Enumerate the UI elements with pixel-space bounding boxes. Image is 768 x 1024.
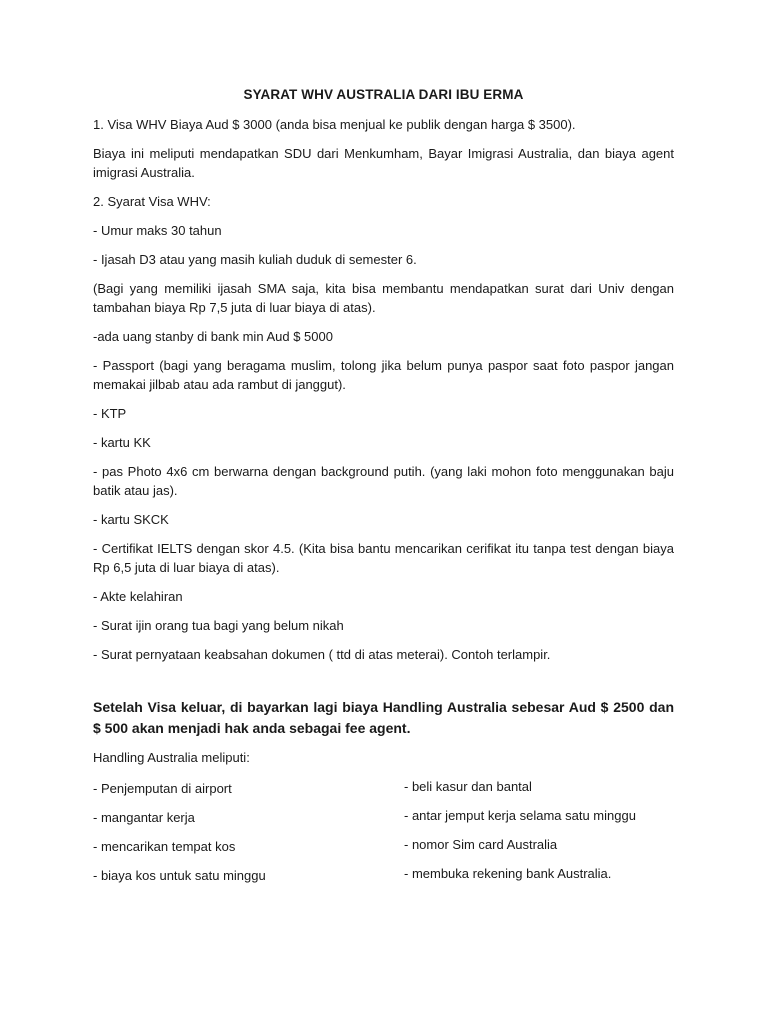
requirement-validity-statement: - Surat pernyataan keabsahan dokumen ( ttd di atas meterai). Contoh terlampir. bbox=[93, 647, 551, 662]
requirement-photo: - pas Photo 4x6 cm berwarna dengan background putih. (yang laki mohon foto menggunakan baju batik atau jas). bbox=[93, 464, 674, 498]
handling-item: - mangantar kerja bbox=[93, 810, 195, 825]
requirement-skck: - kartu SKCK bbox=[93, 512, 169, 527]
requirements-heading: 2. Syarat Visa WHV: bbox=[93, 194, 211, 209]
document-title: SYARAT WHV AUSTRALIA DARI IBU ERMA bbox=[243, 87, 524, 102]
requirement-ktp: - KTP bbox=[93, 406, 127, 421]
fee-notice: Setelah Visa keluar, di bayarkan lagi biaya Handling Australia sebesar Aud $ 2500 dan $ 500 akan menjadi hak anda sebagai fee agent. bbox=[93, 699, 674, 736]
handling-item: - nomor Sim card Australia bbox=[404, 837, 558, 852]
handling-item: - beli kasur dan bantal bbox=[404, 779, 532, 794]
handling-intro: Handling Australia meliputi: bbox=[93, 750, 250, 765]
handling-list bbox=[93, 777, 674, 897]
requirement-bank-funds: -ada uang stanby di bank min Aud $ 5000 bbox=[93, 329, 333, 344]
requirement-parental-permission: - Surat ijin orang tua bagi yang belum nikah bbox=[93, 618, 344, 633]
requirement-ielts: - Certifikat IELTS dengan skor 4.5. (Kita bisa bantu mencarikan cerifikat itu tanpa test dengan biaya Rp 6,5 juta di luar biaya di atas). bbox=[93, 541, 674, 575]
visa-cost-paragraph: 1. Visa WHV Biaya Aud $ 3000 (anda bisa menjual ke publik dengan harga $ 3500). bbox=[93, 117, 576, 132]
handling-item: - membuka rekening bank Australia. bbox=[404, 866, 612, 881]
handling-item: - mencarikan tempat kos bbox=[93, 839, 236, 854]
requirement-kk: - kartu KK bbox=[93, 435, 151, 450]
handling-item: - antar jemput kerja selama satu minggu bbox=[404, 808, 636, 823]
cost-coverage-paragraph: Biaya ini meliputi mendapatkan SDU dari Menkumham, Bayar Imigrasi Australia, dan biaya agent imigrasi Australia. bbox=[93, 146, 674, 180]
document-content bbox=[93, 86, 674, 897]
handling-list-left bbox=[93, 779, 393, 895]
requirement-age: - Umur maks 30 tahun bbox=[93, 223, 222, 238]
handling-item: - Penjemputan di airport bbox=[93, 781, 232, 796]
requirement-passport: - Passport (bagi yang beragama muslim, tolong jika belum punya paspor saat foto paspor jangan memakai jilbab atau ada rambut di janggut). bbox=[93, 358, 674, 392]
requirement-diploma: - Ijasah D3 atau yang masih kuliah duduk di semester 6. bbox=[93, 252, 417, 267]
handling-list-right bbox=[404, 777, 684, 893]
handling-item: - biaya kos untuk satu minggu bbox=[93, 868, 266, 883]
requirement-diploma-note: (Bagi yang memiliki ijasah SMA saja, kita bisa membantu mendapatkan surat dari Univ dengan tambahan biaya Rp 7,5 juta di luar biaya di atas). bbox=[93, 281, 674, 315]
section-spacer bbox=[93, 674, 674, 697]
requirement-birth-certificate: - Akte kelahiran bbox=[93, 589, 183, 604]
